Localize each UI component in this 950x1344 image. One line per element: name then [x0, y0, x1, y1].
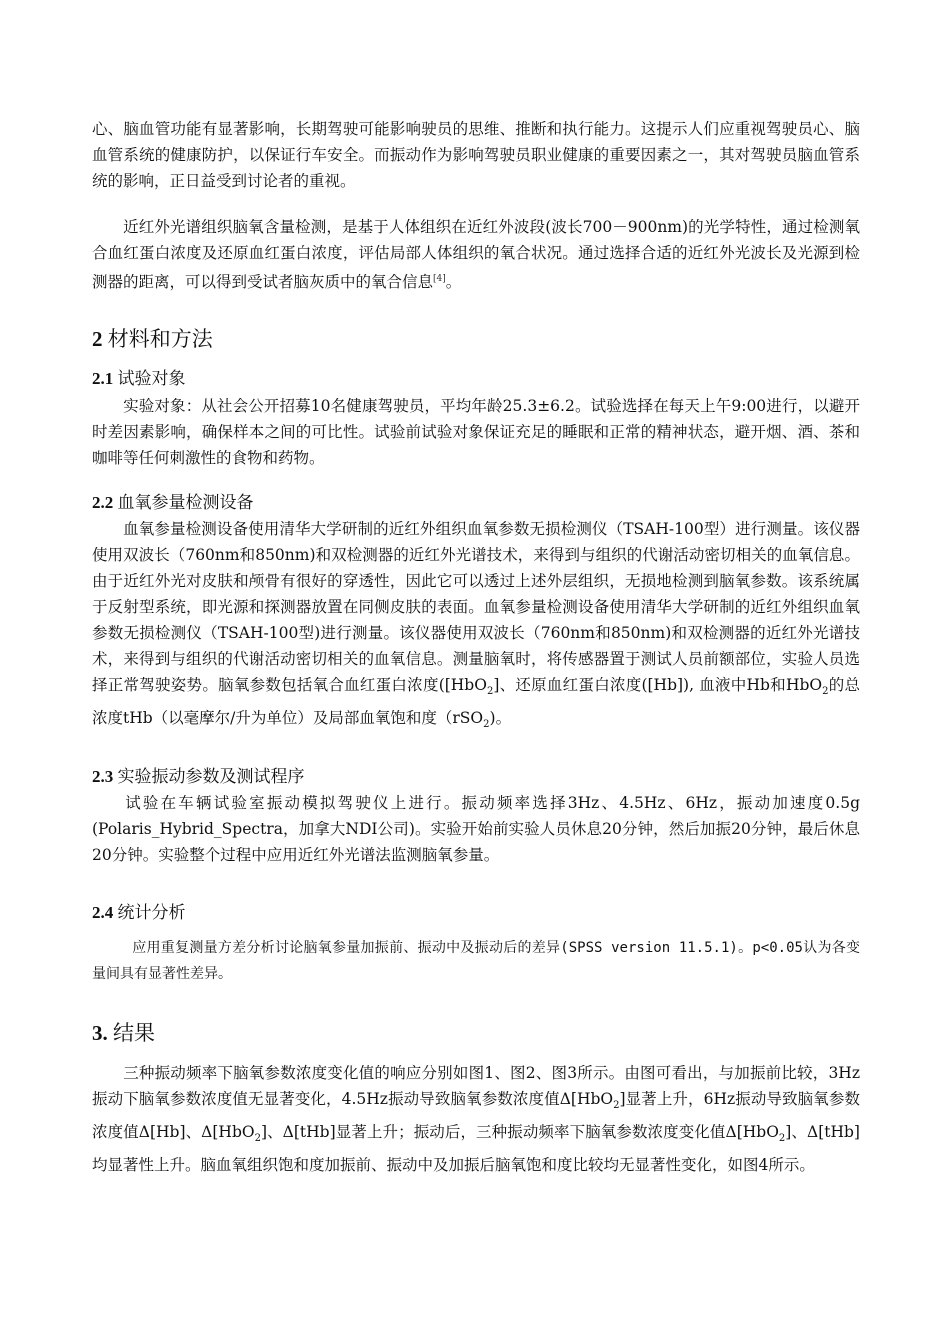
- results-text: 三种振动频率下脑氧参数浓度变化值的响应分别如图1、图2、图3所示。由图可看出，与加振前比较，3Hz振动下脑氧参数浓度值无显著变化，4.5Hz振动导致脑氧参数浓度值Δ[HbO$_2$]显著上升，6Hz振动导致脑氧参数浓度值Δ[Hb]、Δ[HbO$_2$]、Δ[tHb]显著上升；振动后，三种振动频率下脑氧参数浓度变化值Δ[HbO$_2$]、Δ[tHb]均显著性上升。脑血氧组织饱和度加振前、振动中及加振后脑氧饱和度比较均无显著性变化，如图4所示。: [92, 1064, 860, 1175]
- intro-paragraph-1: 心、脑血管功能有显著影响，长期驾驶可能影响驶员的思维、推断和执行能力。这提示人们应重视驾驶员心、脑血管系统的健康防护，以保证行车安全。而振动作为影响驾驶员职业健康的重要因素之一，其对驾驶员脑血管系统的影响，正日益受到讨论者的重视。: [92, 120, 860, 190]
- subsection-text-2-3: 试验在车辆试验室振动模拟驾驶仪上进行。振动频率选择3Hz、4.5Hz、6Hz，振动加速度0.5g (Polaris_Hybrid_Spectra，加拿大NDI公司)。实验开始前实验人员休息20分钟，然后加振20分钟，最后休息20分钟。实验整个过程中应用近红外光谱法监测脑氧参量。: [92, 794, 860, 864]
- subsection-heading-2-2: 2.2 血氧参量检测设备: [92, 493, 254, 512]
- intro-paragraph-2: 近红外光谱组织脑氧含量检测，是基于人体组织在近红外波段(波长700－900nm)的光学特性，通过检测氧合血红蛋白浓度及还原血红蛋白浓度，评估局部人体组织的氧合状况。通过选择合适的近红外光波长及光源到检测器的距离，可以得到受试者脑灰质中的氧合信息[4]。: [92, 218, 860, 292]
- subsection-text-2-4: 应用重复测量方差分析讨论脑氧参量加振前、振动中及振动后的差异(SPSS version 11.5.1)。p<0.05认为各变量间具有显著性差异。: [92, 940, 860, 982]
- subsection-heading-2-4: 2.4 统计分析: [92, 903, 186, 922]
- subsection-heading-2-1: 2.1 试验对象: [92, 369, 186, 388]
- subsection-text-2-1: 实验对象：从社会公开招募10名健康驾驶员，平均年龄25.3±6.2。试验选择在每天上午9:00进行，以避开时差因素影响，确保样本之间的可比性。试验前试验对象保证充足的睡眠和正常的精神状态，避开烟、酒、茶和咖啡等任何刺激性的食物和药物。: [92, 397, 860, 467]
- citation-ref[interactable]: [4]: [433, 274, 446, 284]
- section-heading-3: 3. 结果: [92, 1021, 155, 1045]
- subsection-text-2-2: 血氧参量检测设备使用清华大学研制的近红外组织血氧参数无损检测仪（TSAH-100型）进行测量。该仪器使用双波长（760nm和850nm)和双检测器的近红外光谱技术，来得到与组织的代谢活动密切相关的血氧信息。由于近红外光对皮肤和颅骨有很好的穿透性，因此它可以透过上述外层组织，无损地检测到脑氧参数。该系统属于反射型系统，即光源和探测器放置在同侧皮肤的表面。血氧参量检测设备使用清华大学研制的近红外组织血氧参数无损检测仪（TSAH-100型)进行测量。该仪器使用双波长（760nm和850nm)和双检测器的近红外光谱技术，来得到与组织的代谢活动密切相关的血氧信息。测量脑氧时，将传感器置于测试人员前额部位，实验人员选择正常驾驶姿势。脑氧参数包括氧合血红蛋白浓度([HbO$_2$]、还原血红蛋白浓度([Hb]), 血液中Hb和HbO$_2$的总浓度tHb（以毫摩尔/升为单位）及局部血氧饱和度（rSO$_2$)。: [92, 520, 860, 731]
- section-heading-2: 2 材料和方法: [92, 327, 213, 351]
- subsection-heading-2-3: 2.3 实验振动参数及测试程序: [92, 767, 305, 786]
